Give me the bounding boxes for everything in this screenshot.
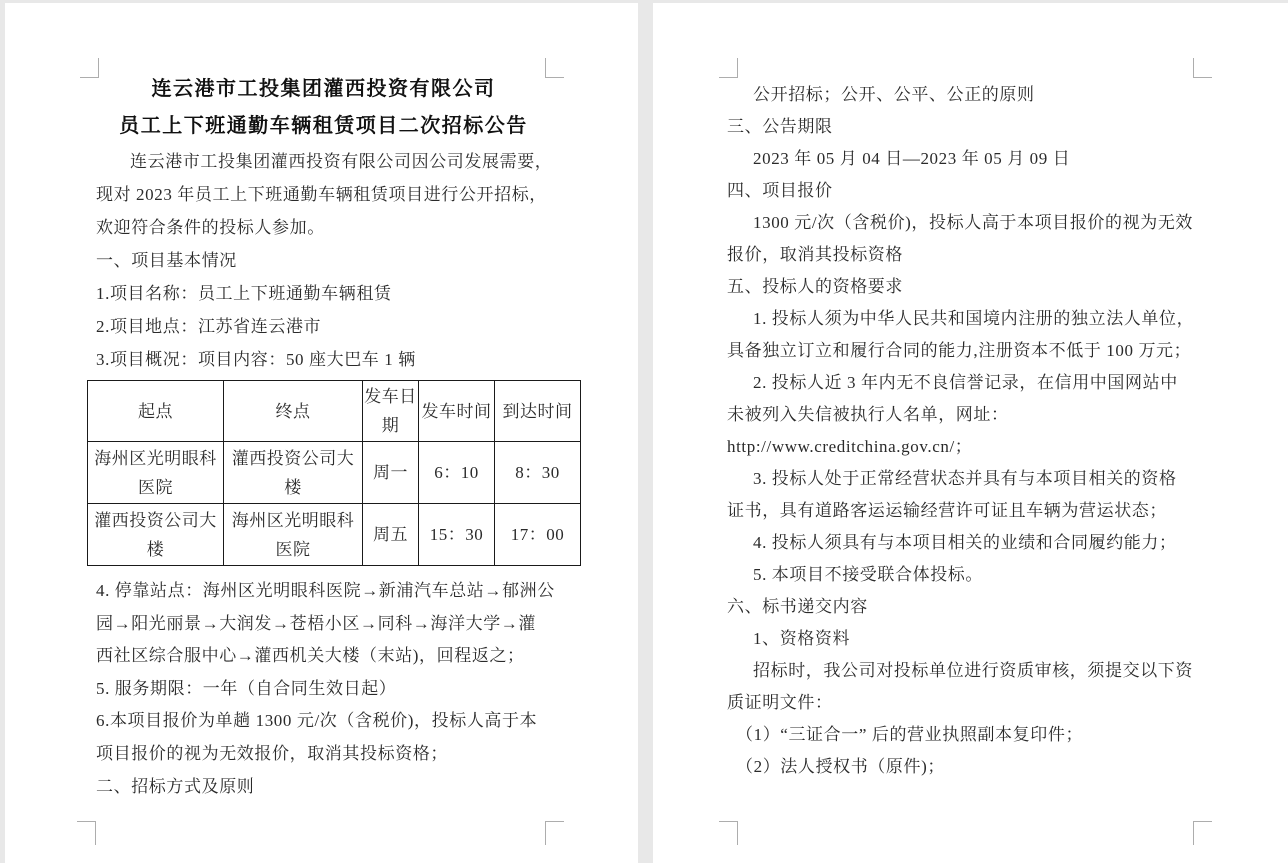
table-cell: 海州区光明眼科医院 [224, 504, 363, 566]
table-header-cell: 发车时间 [419, 381, 495, 442]
margin-mark-top-left-icon [719, 58, 738, 78]
text-line: 园→阳光丽景→大润发→苍梧小区→同科→海洋大学→灌 [96, 613, 536, 633]
text-line: 项目报价的视为无效报价，取消其投标资格； [96, 743, 448, 763]
text-line: （1）“三证合一” 后的营业执照副本复印件； [736, 725, 1084, 744]
title-line: 员工上下班通勤车辆租赁项目二次招标公告 [119, 115, 528, 137]
text-line: 2.项目地点：江苏省连云港市 [96, 317, 322, 336]
table-cell: 灌西投资公司大楼 [224, 442, 363, 504]
text-line: 西社区综合服中心→灌西机关大楼（末站)，回程返之； [96, 646, 525, 666]
text-line: 公开招标；公开、公平、公正的原则 [753, 85, 1035, 104]
text-line: 六、标书递交内容 [727, 597, 868, 616]
table-cell: 周一 [363, 442, 419, 504]
text-line: 现对 2023 年员工上下班通勤车辆租赁项目进行公开招标， [96, 185, 547, 204]
text-line: http://www.creditchina.gov.cn/； [727, 437, 973, 456]
text-line: 四、项目报价 [727, 181, 833, 200]
text-line: 五、投标人的资格要求 [727, 277, 903, 296]
document-page-1[interactable] [5, 3, 638, 863]
text-line: 3.项目概况：项目内容：50 座大巴车 1 辆 [96, 350, 416, 369]
text-line: 报价，取消其投标资格 [727, 245, 903, 264]
text-line: 6.本项目报价为单趟 1300 元/次（含税价)，投标人高于本 [96, 711, 538, 731]
text-line: 2. 投标人近 3 年内无不良信誉记录，在信用中国网站中 [753, 373, 1178, 392]
table-header-cell: 发车日期 [363, 381, 419, 442]
text-line: 一、项目基本情况 [96, 251, 237, 270]
text-line: 3. 投标人处于正常经营状态并具有与本项目相关的资格 [753, 469, 1177, 488]
margin-mark-top-right-icon [1193, 58, 1212, 78]
text-line: 证书，具有道路客运运输经营许可证且车辆为营运状态； [727, 501, 1167, 520]
table-header-cell: 到达时间 [495, 381, 581, 442]
page1-after-table-lines [96, 575, 555, 803]
margin-mark-bottom-right-icon [545, 821, 564, 845]
margin-mark-bottom-left-icon [77, 821, 96, 845]
page1-text-area[interactable] [94, 71, 573, 803]
table-cell: 17：00 [495, 504, 581, 566]
page2-lines [727, 79, 1197, 783]
table-header-cell: 起点 [88, 381, 224, 442]
text-line: 5. 服务期限：一年（自合同生效日起） [96, 678, 397, 698]
page2-text-area[interactable] [727, 79, 1197, 783]
table-row [88, 504, 581, 566]
text-line: 连云港市工投集团灌西投资有限公司因公司发展需要， [130, 152, 553, 171]
table-header-cell: 终点 [224, 381, 363, 442]
table-cell: 周五 [363, 504, 419, 566]
text-line: 1.项目名称：员工上下班通勤车辆租赁 [96, 284, 392, 303]
table-cell: 海州区光明眼科医院 [88, 442, 224, 504]
text-line: 三、公告期限 [727, 117, 833, 136]
text-line: 二、招标方式及原则 [96, 776, 255, 796]
table-header-row [88, 381, 581, 442]
table-cell: 6：10 [419, 442, 495, 504]
margin-mark-bottom-right-icon [1193, 821, 1212, 845]
text-line: 4. 停靠站点：海州区光明眼科医院→新浦汽车总站→郁洲公 [96, 581, 555, 600]
title-line: 连云港市工投集团灌西投资有限公司 [151, 78, 496, 100]
text-line: 具备独立订立和履行合同的能力,注册资本不低于 100 万元； [727, 341, 1192, 360]
table-cell: 8：30 [495, 442, 581, 504]
text-line: 质证明文件： [727, 693, 833, 712]
text-line: 5. 本项目不接受联合体投标。 [753, 565, 983, 584]
table-cell: 15：30 [419, 504, 495, 566]
text-line: 1300 元/次（含税价)，投标人高于本项目报价的视为无效 [753, 213, 1194, 232]
document-page-2[interactable] [653, 3, 1288, 863]
text-line: 4. 投标人须具有与本项目相关的业绩和合同履约能力； [753, 533, 1177, 552]
document-title [96, 71, 551, 145]
margin-mark-bottom-left-icon [719, 821, 738, 845]
text-line: （2）法人授权书（原件)； [736, 757, 945, 776]
text-line: 招标时，我公司对投标单位进行资质审核，须提交以下资 [753, 661, 1193, 680]
text-line: 未被列入失信被执行人名单，网址： [727, 405, 1009, 424]
table-row [88, 442, 581, 504]
text-line: 1、资格资料 [753, 629, 851, 648]
text-line: 欢迎符合条件的投标人参加。 [96, 218, 325, 237]
table-cell: 灌西投资公司大楼 [88, 504, 224, 566]
page1-intro-lines [96, 145, 551, 376]
text-line: 2023 年 05 月 04 日—2023 年 05 月 09 日 [753, 149, 1071, 168]
bus-schedule-table [87, 380, 581, 566]
text-line: 1. 投标人须为中华人民共和国境内注册的独立法人单位， [753, 309, 1195, 328]
